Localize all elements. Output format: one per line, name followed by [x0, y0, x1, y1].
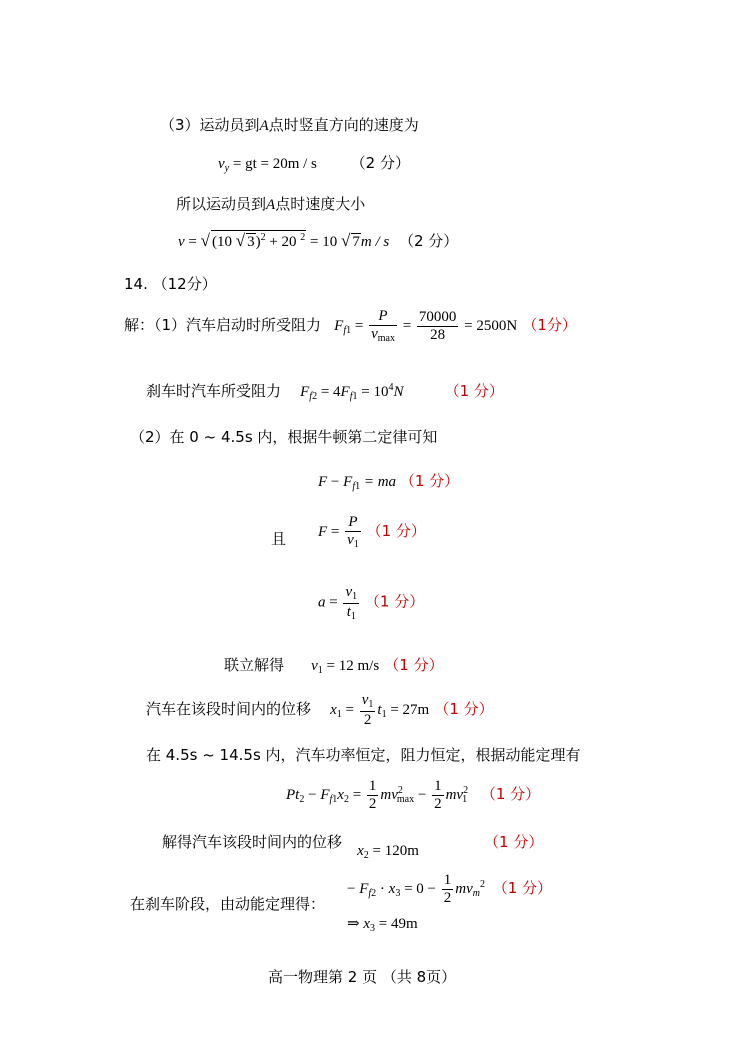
friction-brake-line: 刹车时汽车所受阻力 $F_{f2} = 4F_{f1} = 10^4N$ （1 分）: [146, 382, 504, 402]
part2-intro: （2）在 0 ~ 4.5s 内，根据牛顿第二定律可知: [130, 428, 438, 446]
equation-newton: $F - F_{f1}$ = ma （1 分）: [318, 472, 460, 492]
score: （2 分）: [350, 154, 410, 172]
page-footer: 高一物理第 2 页 （共 8页）: [268, 968, 457, 986]
part3-intro: （3）运动员到A点时竖直方向的速度为: [160, 116, 419, 134]
score: （1 分）: [399, 472, 460, 490]
displacement1-line: 汽车在该段时间内的位移 $x_1$ = $\frac{v_1}{2}$ $t_1 = 27m$ （1 分）: [146, 692, 494, 728]
x3-result: ⇒ $x_3 = 49m$: [347, 916, 418, 934]
equation-vy: $v_y$ = gt = 20m / s （2 分）: [218, 154, 410, 174]
score: （2 分）: [398, 232, 459, 250]
score: （1分）: [522, 315, 577, 334]
score: （1 分）: [384, 656, 444, 674]
v1-result-line: 联立解得 $v_1 = 12$ m/s （1 分）: [224, 656, 444, 676]
score: （1 分）: [484, 833, 544, 851]
friction-start-line: 解：（1）汽车启动时所受阻力 $F_{f1}$ = $\frac{P}{v_{max}}$ = $\frac{70000}{28}$ = 2500N （1分）: [124, 308, 577, 345]
equation-acceleration: a = $\frac{v_1}{t_1}$ （1 分）: [318, 584, 425, 622]
score: （1 分）: [364, 592, 425, 611]
stage2-intro: 在 4.5s ~ 14.5s 内，汽车功率恒定，阻力恒定，根据动能定理有: [146, 746, 581, 764]
score: （1 分）: [366, 521, 426, 540]
question-title: 14. （12分）: [124, 275, 217, 293]
score: （1 分）: [480, 785, 541, 804]
equation-work-energy: $Pt_2 - F_{f1}x_2$ = $\frac{1}{2}$ $mv^2_{max}$ − $\frac{1}{2}$ $mv^2_1$ （1 分）: [286, 778, 541, 813]
displacement2-line: 解得汽车该段时间内的位移 $x_2 = 120m$ （1 分）: [162, 833, 544, 861]
score: （1 分）: [444, 382, 504, 400]
part3-speed-intro: 所以运动员到A点时速度大小: [176, 195, 366, 213]
score: （1 分）: [434, 699, 494, 718]
score: （1 分）: [492, 879, 553, 898]
equation-speed: v = √ (10 √ 3)$^2$ + 20 $^2$ = 10 √ 7m / s （2 分）: [178, 231, 459, 250]
equation-brake: − $F_{f2} \cdot x_3 = 0$ − $\frac{1}{2}$ $mv_m^2$ （1 分）: [347, 872, 553, 907]
equation-power: F = $\frac{P}{v_1}$ （1 分）: [318, 514, 426, 551]
brake-stage-label: 在刹车阶段，由动能定理得：: [130, 895, 326, 913]
and-label: 且: [271, 530, 287, 548]
